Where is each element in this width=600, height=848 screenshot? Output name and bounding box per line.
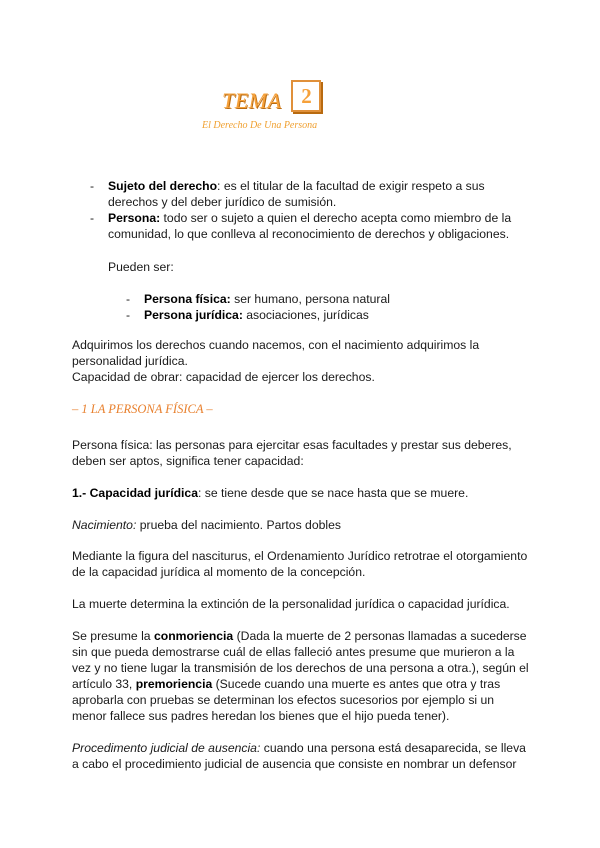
- term-nacimiento: Nacimiento:: [72, 518, 137, 532]
- ausencia-line: [72, 740, 526, 757]
- premoriencia-line: [72, 676, 500, 693]
- document-subtitle: El Derecho De Una Persona: [202, 120, 318, 131]
- paragraph-line: de la capacidad jurídica al momento de la concepción.: [72, 565, 366, 579]
- paragraph-line: sin que pueda demostrarse cuál de ellas falleció antes presume que murieron a la: [72, 645, 515, 659]
- bullet-persona-juridica: [144, 307, 369, 324]
- paragraph-line: vez y no tiene lugar la transmisión de los derechos de una persona a otra.), según el: [72, 661, 529, 675]
- term-premoriencia: premoriencia: [135, 677, 213, 691]
- term-conmoriencia: conmoriencia: [153, 629, 234, 643]
- paragraph-line: Mediante la figura del nasciturus, el Ordenamiento Jurídico retrotrae el otorgamiento: [72, 549, 528, 563]
- def-sujeto: : es el titular de la facultad de exigir respeto a sus: [217, 179, 485, 193]
- tema-header: [222, 80, 321, 112]
- def-persona-juridica: asociaciones, jurídicas: [242, 308, 369, 322]
- term-persona: Persona:: [108, 211, 161, 225]
- tema-title: TEMA: [222, 88, 282, 113]
- conmoriencia-line: [72, 628, 527, 645]
- tema-number-box: 2: [291, 80, 321, 112]
- paragraph-line: deben ser aptos, significa tener capacidad:: [72, 454, 304, 468]
- term-persona-fisica: Persona física:: [144, 292, 231, 306]
- bullet-persona: [108, 210, 511, 227]
- paragraph-line: Persona física: las personas para ejercitar esas facultades y prestar sus deberes,: [72, 438, 512, 452]
- paragraph-line: Capacidad de obrar: capacidad de ejercer los derechos.: [72, 370, 375, 384]
- pueden-ser-label: Pueden ser:: [108, 260, 174, 274]
- term-persona-juridica: Persona jurídica:: [144, 308, 243, 322]
- text-run: Se presume la: [72, 629, 154, 643]
- bullet-persona-line2: comunidad, lo que conlleva al reconocimiento de derechos y obligaciones.: [108, 227, 510, 241]
- def-nacimiento: prueba del nacimiento. Partos dobles: [136, 518, 341, 532]
- text-run: artículo 33,: [72, 677, 136, 691]
- term-capacidad-juridica: Capacidad jurídica: [86, 486, 198, 500]
- term-sujeto: Sujeto del derecho: [108, 179, 218, 193]
- capacidad-juridica-line: [72, 485, 468, 502]
- nacimiento-line: [72, 517, 341, 534]
- bullet-dash: -: [126, 308, 131, 322]
- paragraph-line: aprobarla con pruebas se determinan los efectos sucesorios por ejemplo si un: [72, 693, 495, 707]
- text-run: (Dada la muerte de 2 personas llamadas a sucederse: [233, 629, 527, 643]
- paragraph-line: Adquirimos los derechos cuando nacemos, con el nacimiento adquirimos la: [72, 338, 480, 352]
- paragraph-line: personalidad jurídica.: [72, 354, 188, 368]
- paragraph-line: menor fallece sus padres heredan los bienes que el hijo pueda tener).: [72, 709, 450, 723]
- bullet-persona-fisica: [144, 291, 390, 308]
- paragraph-line: a cabo el procedimiento judicial de ausencia que consiste en nombrar un defensor: [72, 757, 517, 771]
- section-heading: – 1 LA PERSONA FÍSICA –: [72, 402, 213, 416]
- bullet-dash: -: [126, 292, 131, 306]
- def-persona: todo ser o sujeto a quien el derecho acepta como miembro de la: [160, 211, 512, 225]
- bullet-dash: -: [90, 211, 95, 225]
- bullet-sujeto-line2: derechos y del deber jurídico de sumisión.: [108, 195, 337, 209]
- cj-number: 1.-: [72, 486, 87, 500]
- def-capacidad-juridica: : se tiene desde que se nace hasta que se muere.: [198, 486, 469, 500]
- term-ausencia: Procedimento judicial de ausencia:: [72, 741, 261, 755]
- bullet-sujeto: [108, 178, 485, 195]
- paragraph-line: La muerte determina la extinción de la personalidad jurídica o capacidad jurídica.: [72, 597, 510, 611]
- def-ausencia: cuando una persona está desaparecida, se lleva: [260, 741, 526, 755]
- bullet-dash: -: [90, 179, 95, 193]
- def-persona-fisica: ser humano, persona natural: [230, 292, 390, 306]
- text-run: (Sucede cuando una muerte es antes que otra y tras: [212, 677, 501, 691]
